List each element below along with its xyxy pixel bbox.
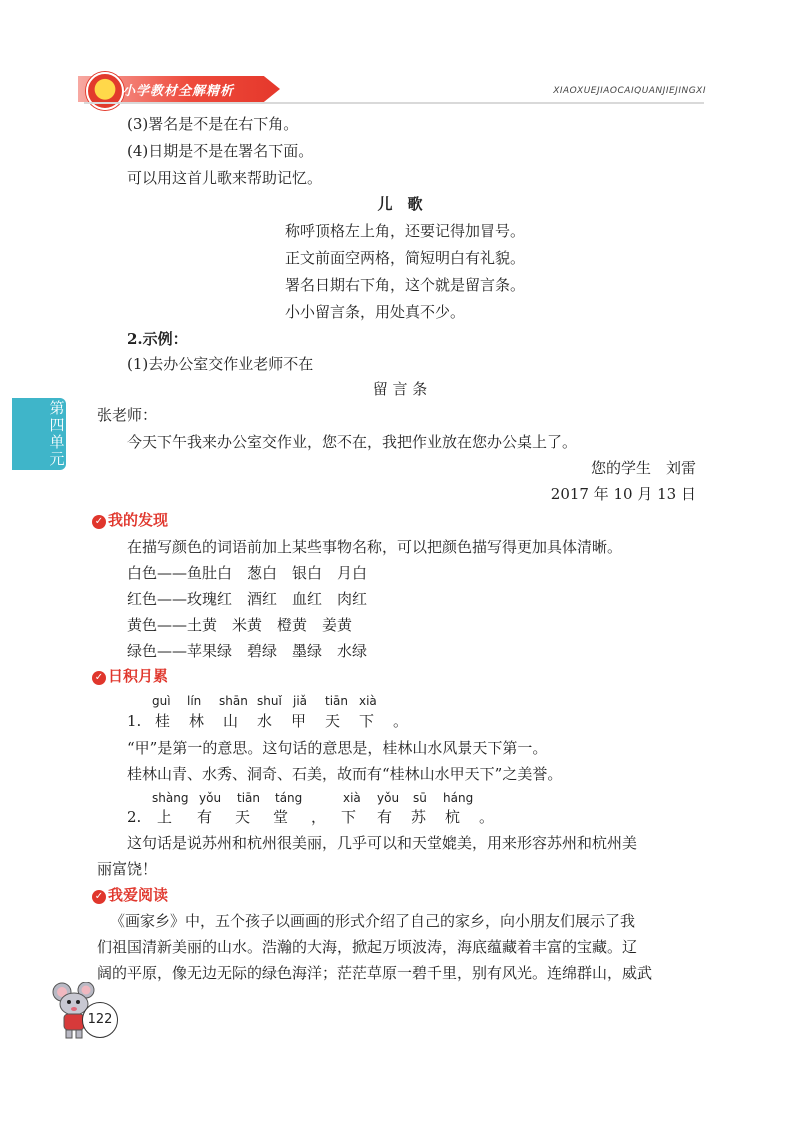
check-icon: ✓ [92,515,106,529]
section-title-accumulation [92,666,168,686]
note-signature: 您的学生 刘雷 [590,459,696,477]
pinyin-row-2 [152,790,483,806]
pinyin: xià [343,791,361,805]
poem-title: 儿 歌 [377,195,423,213]
color-row: 红色——玫瑰红 酒红 血红 肉红 [127,590,368,608]
example-1: (1)去办公室交作业老师不在 [127,355,314,373]
header-title: 小学教材全解精析 [122,84,235,99]
char: 林 [189,712,205,730]
discovery-intro: 在描写颜色的词语前加上某些事物名称，可以把颜色描写得更加具体清晰。 [127,538,623,556]
check-item-4: (4)日期是不是在署名下面。 [127,142,314,160]
char: 上 [157,808,173,826]
char: 山 [223,712,239,730]
char: ， [311,808,327,826]
char: 下 [359,712,375,730]
section-title-reading [92,885,168,905]
char: 堂 [273,808,289,826]
header-pinyin-title: XIAOXUEJIAOCAIQUANJIEJINGXI [553,86,706,96]
note-title: 留 言 条 [372,380,428,398]
saying-1-explanation: “甲”是第一的意思。这句话的意思是，桂林山水风景天下第一。 [127,739,548,757]
saying-1-note: 桂林山青、水秀、洞奇、石美，故而有“桂林山水甲天下”之美誉。 [127,765,563,783]
pinyin: guì [152,694,171,708]
note-body: 今天下午我来办公室交作业，您不在，我把作业放在您办公桌上了。 [127,433,578,451]
pinyin: lín [187,694,202,708]
pinyin: shàng [152,791,189,805]
logo-badge-icon [86,72,124,110]
poem-line-4: 小小留言条，用处真不少。 [285,303,466,321]
section-title-discovery [92,510,168,530]
pinyin: táng [275,791,303,805]
pinyin: yǒu [199,791,222,805]
char: 。 [393,712,409,730]
item-number: 2. [127,808,142,826]
saying-1 [127,711,413,731]
memory-tip: 可以用这首儿歌来帮助记忆。 [127,169,323,187]
side-tab-char: 第 [49,399,65,417]
check-icon: ✓ [92,671,106,685]
pinyin: tiān [237,791,260,805]
example-label-text: 2.示例： [127,330,188,348]
pinyin: shān [219,694,248,708]
char: 桂 [155,712,171,730]
section-title-text: 我的发现 [108,511,169,529]
char: 天 [325,712,341,730]
pinyin: xià [359,694,377,708]
item-number: 1. [127,712,142,730]
note-salutation: 张老师： [97,406,158,424]
saying-2 [127,807,499,827]
color-row: 黄色——土黄 米黄 橙黄 姜黄 [127,616,353,634]
char: 有 [197,808,213,826]
color-row: 白色——鱼肚白 葱白 银白 月白 [127,564,368,582]
pinyin: yǒu [377,791,400,805]
pinyin: shuǐ [257,694,282,708]
pinyin: sū [413,791,427,805]
pinyin-row-1 [152,693,393,709]
pinyin: háng [443,791,474,805]
example-label [127,329,188,349]
saying-2-explanation: 这句话是说苏州和杭州很美丽，几乎可以和天堂媲美，用来形容苏州和杭州美 [127,834,638,852]
pinyin: jiǎ [293,694,308,708]
side-tab-char: 四 [49,416,65,434]
side-tab-char: 元 [49,450,65,468]
page-number: 122 [82,1002,118,1038]
check-icon: ✓ [92,890,106,904]
color-row: 绿色——苹果绿 碧绿 墨绿 水绿 [127,642,368,660]
char: 杭 [445,808,461,826]
char: 水 [257,712,273,730]
reading-line-2: 们祖国清新美丽的山水。浩瀚的大海，掀起万顷波涛，海底蕴藏着丰富的宝藏。辽 [97,938,638,956]
char: 苏 [411,808,427,826]
note-date: 2017 年 10 月 13 日 [550,485,696,503]
header-divider [84,102,704,104]
reading-line-1: 《画家乡》中，五个孩子以画画的形式介绍了自己的家乡，向小朋友们展示了我 [110,912,636,930]
poem-line-2: 正文前面空两格，简短明白有礼貌。 [285,249,526,267]
char: 甲 [291,712,307,730]
char: 天 [235,808,251,826]
reading-line-3: 阔的平原，像无边无际的绿色海洋；茫茫草原一碧千里，别有风光。连绵群山，威武 [97,964,653,982]
check-item-3: (3)署名是不是在右下角。 [127,115,299,133]
saying-2-explanation-cont: 丽富饶！ [97,860,158,878]
poem-line-3: 署名日期右下角，这个就是留言条。 [285,276,526,294]
section-title-text: 我爱阅读 [108,886,169,904]
side-tab-char: 单 [49,433,65,451]
section-title-text: 日积月累 [108,667,169,685]
char: 下 [341,808,357,826]
char: 。 [479,808,495,826]
char: 有 [377,808,393,826]
pinyin: tiān [325,694,348,708]
unit-side-tab-label [48,400,66,468]
poem-line-1: 称呼顶格左上角，还要记得加冒号。 [285,222,526,240]
